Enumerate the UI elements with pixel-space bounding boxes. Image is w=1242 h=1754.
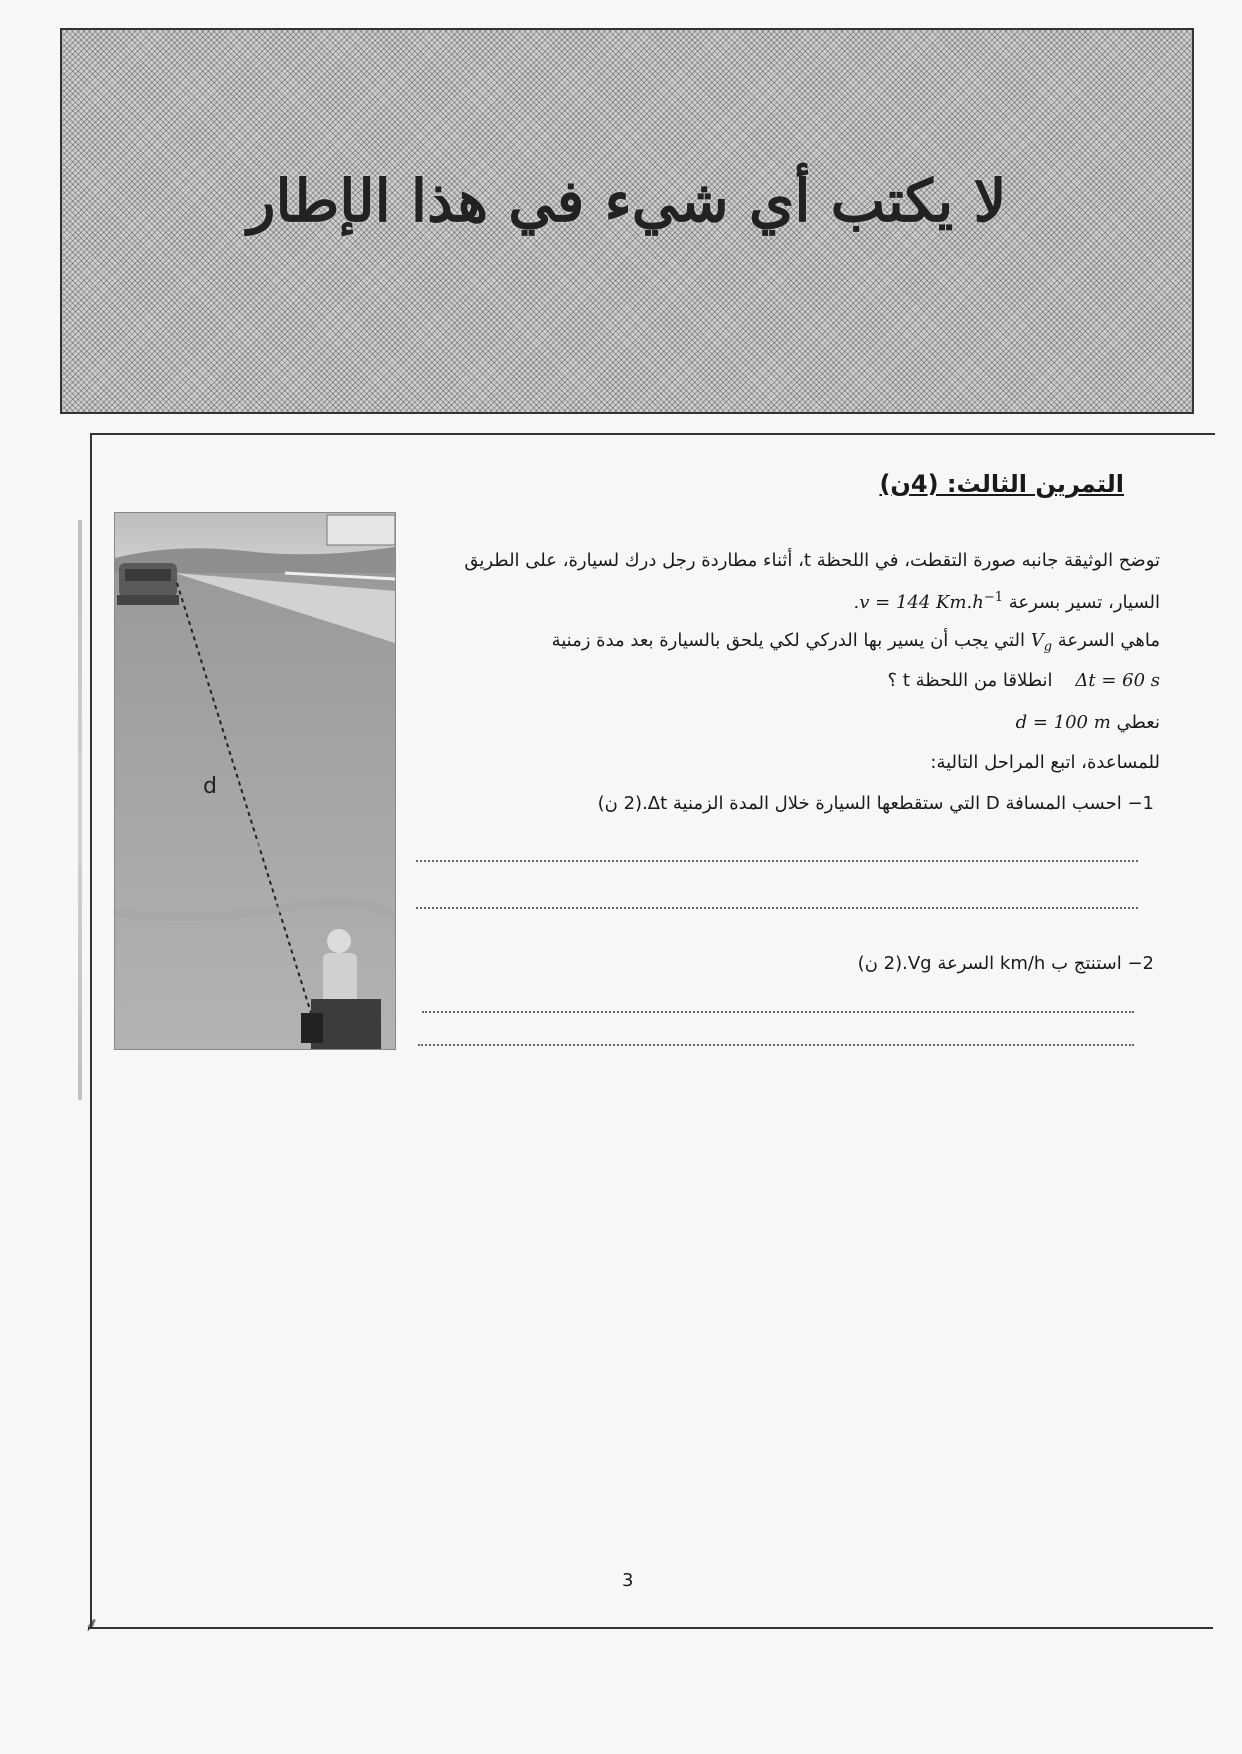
- intro-line-2: [854, 590, 1160, 613]
- question-line-1-a: ماهي السرعة: [1057, 630, 1160, 651]
- speed-formula: .v = 144 $Km.h^{-1}$: [853, 590, 1004, 613]
- distance-label: d: [203, 774, 217, 799]
- page-number: 3: [622, 1570, 634, 1591]
- intro-line-1: توضح الوثيقة جانبه صورة التقطت، في اللحظة t، أثناء مطاردة رجل درك لسيارة، على الطريق: [464, 550, 1160, 571]
- answer-line-3: [422, 1011, 1134, 1013]
- delta-t-formula: Δt = 60 s: [1075, 670, 1160, 691]
- step-2: 2− استنتج ب km/h السرعة Vg.(2 ن): [857, 953, 1154, 974]
- exercise-title: التمرين الثالث: (4ن): [879, 470, 1124, 498]
- question-line-1-b: التي يجب أن يسير بها الدركي لكي يلحق بالسيارة بعد مدة زمنية: [551, 630, 1025, 651]
- frame-left-border: [90, 433, 92, 1629]
- police-chase-photo: [114, 512, 396, 1050]
- intro-line-2-text: السيار، تسير بسرعة: [1008, 592, 1160, 613]
- no-write-frame: [60, 28, 1194, 414]
- answer-line-4: [418, 1044, 1134, 1046]
- frame-top-border: [90, 433, 1215, 435]
- given-text: نعطي: [1116, 712, 1160, 733]
- help-line: للمساعدة، اتبع المراحل التالية:: [930, 752, 1160, 773]
- vg-variable: $V_g$: [1030, 630, 1053, 655]
- question-line-2-text: انطلاقا من اللحظة t ؟: [887, 670, 1053, 691]
- answer-line-2: [416, 907, 1138, 909]
- scan-margin-mark: [78, 520, 82, 1100]
- question-line-2: [888, 670, 1160, 691]
- question-line-1: [552, 630, 1160, 655]
- given-line: [1016, 712, 1160, 733]
- answer-line-1: [416, 860, 1138, 862]
- no-write-notice: لا يكتب أي شيء في هذا الإطار: [247, 167, 1007, 235]
- distance-formula: d = 100 m: [1015, 712, 1111, 733]
- corner-mark: ⸙: [84, 1612, 99, 1636]
- step-1: 1− احسب المسافة D التي ستقطعها السيارة خلال المدة الزمنية Δt.(2 ن): [597, 793, 1154, 814]
- frame-bottom-border: [88, 1627, 1213, 1629]
